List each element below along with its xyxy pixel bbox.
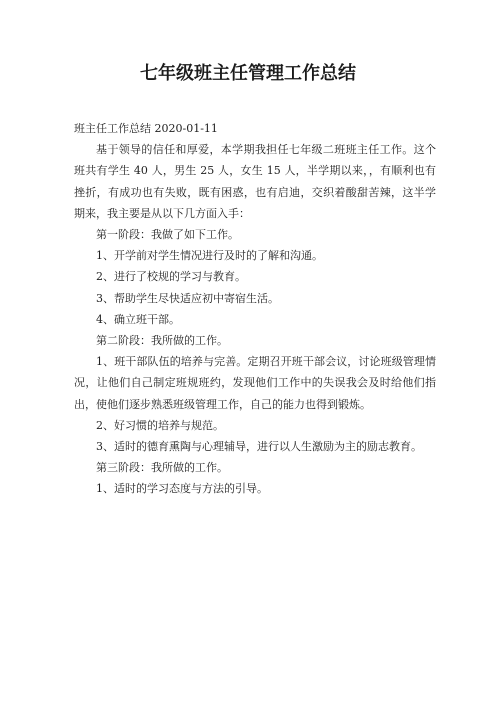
document-title: 七年级班主任管理工作总结 <box>140 63 356 84</box>
document-subtitle: 班主任工作总结 2020-01-11 <box>74 122 218 135</box>
paragraph: 基于领导的信任和厚爱，本学期我担任七年级二班班主任工作。这个班共有学生 40 人，男生 25 人，女生 15 人，半学期以来，，有顺利也有挫折，有成功也有失败，既有困惑，也有启迪，交织着酸甜苦辣，这半学期来，我主要是从以下几方面入手： <box>74 143 436 220</box>
paragraph: 1、开学前对学生情况进行及时的了解和沟通。 <box>96 249 323 263</box>
paragraph: 1、适时的学习态度与方法的引导。 <box>96 482 268 496</box>
paragraph: 第三阶段：我所做的工作。 <box>96 461 228 475</box>
paragraph: 第一阶段：我做了如下工作。 <box>96 228 239 242</box>
paragraph: 2、进行了校规的学习与教育。 <box>96 270 246 284</box>
paragraph: 2、好习惯的培养与规范。 <box>96 418 224 432</box>
document-body <box>74 118 436 500</box>
paragraph: 1、班干部队伍的培养与完善。定期召开班干部会议，讨论班级管理情况，让他们自己制定班规班约，发现他们工作中的失误我会及时给他们指出，使他们逐步熟悉班级管理工作，自己的能力也得到锻炼。 <box>74 355 436 411</box>
paragraph: 3、帮助学生尽快适应初中寄宿生活。 <box>96 291 279 305</box>
paragraph: 4、确立班干部。 <box>96 312 180 326</box>
paragraph: 3、适时的德育熏陶与心理辅导，进行以人生激励为主的励志教育。 <box>96 440 422 454</box>
paragraph: 第二阶段：我所做的工作。 <box>96 334 228 348</box>
